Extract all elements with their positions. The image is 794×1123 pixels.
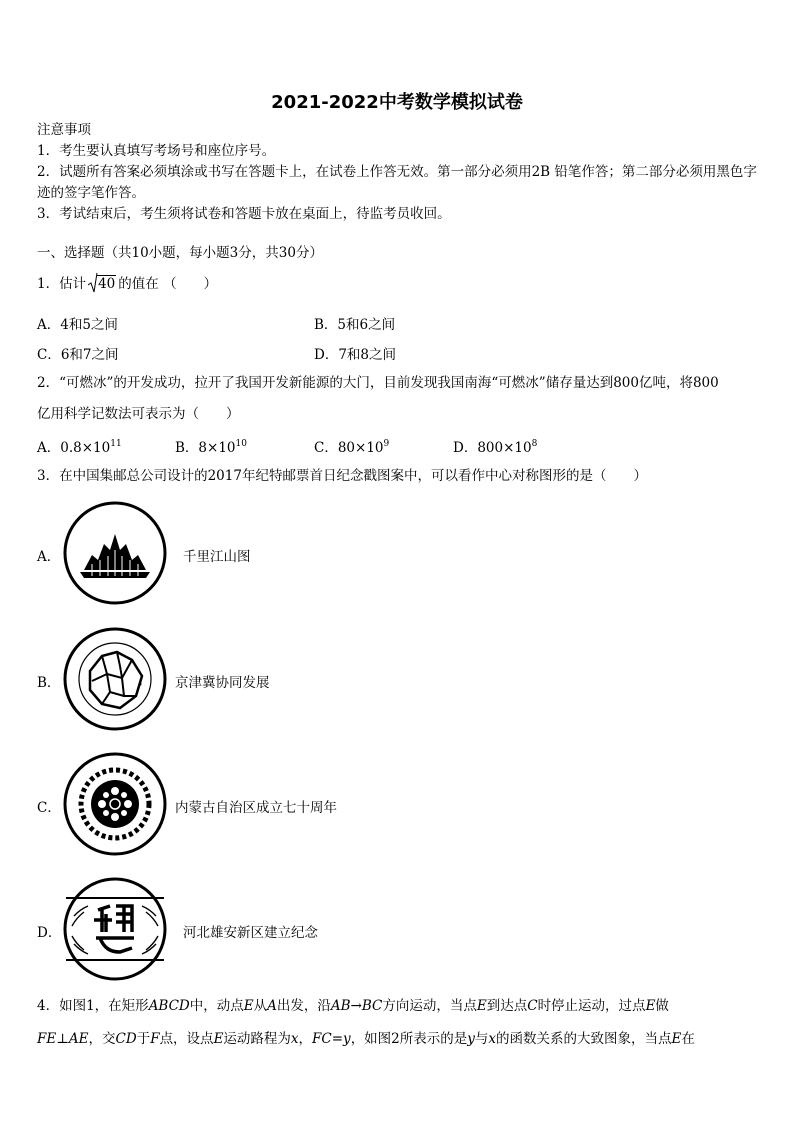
q4-math: CD <box>115 1031 137 1047</box>
q4-text: ，如图2所表示的是 <box>350 1031 468 1047</box>
notice-heading: 注意事项 <box>37 122 91 138</box>
q4-text: 于 <box>136 1031 151 1047</box>
q1-option-b[interactable]: B．5和6之间 <box>314 317 396 333</box>
q4-math: x <box>488 1031 497 1047</box>
q2-option-b[interactable] <box>175 436 247 456</box>
q4-math: A <box>267 998 277 1014</box>
q2-option-a-base: A．0.8×10 <box>37 440 111 456</box>
radical-sign-icon <box>88 272 98 294</box>
flower-stamp-icon[interactable] <box>62 751 168 857</box>
page-title: 2021-2022中考数学模拟试卷 <box>271 92 523 113</box>
q1-suffix: 的值在 （ ） <box>118 276 218 292</box>
q1-radicand: 40 <box>98 276 116 292</box>
q1-option-a[interactable]: A．4和5之间 <box>37 317 118 333</box>
question-4-line2 <box>37 1029 695 1050</box>
mountain-stamp-icon[interactable] <box>62 500 168 606</box>
q4-text: ， <box>298 1031 313 1047</box>
q3-option-c-label: 内蒙古自治区成立七十周年 <box>175 800 337 816</box>
q2-option-c-base: C．80×10 <box>314 440 384 456</box>
map-stamp-icon[interactable] <box>62 626 168 732</box>
q2-option-c-exp: 9 <box>383 439 390 449</box>
q4-math: E <box>645 998 656 1014</box>
q2-option-a-exp: 11 <box>110 439 122 449</box>
q4-text: 在 <box>681 1031 695 1047</box>
q4-math: E <box>671 1031 682 1047</box>
q4-text: 时停止运动，过点 <box>537 998 646 1014</box>
q4-math: F <box>150 1031 160 1047</box>
q4-math: FC=y <box>312 1031 351 1047</box>
q4-text: 出发，沿 <box>276 998 331 1014</box>
section-heading: 一、选择题（共10小题，每小题3分，共30分） <box>37 245 323 261</box>
q4-text: 到达点 <box>486 998 528 1014</box>
xiong-stamp-icon[interactable] <box>62 876 168 982</box>
sqrt-expression <box>88 274 116 295</box>
notice-item: 1．考生要认真填写考场号和座位序号。 <box>37 143 276 159</box>
notice-item: 3．考试结束后，考生须将试卷和答题卡放在桌面上，待监考员收回。 <box>37 206 451 222</box>
q4-math: C <box>527 998 538 1014</box>
q4-math: x <box>290 1031 299 1047</box>
q3-option-d-label: 河北雄安新区建立纪念 <box>183 925 318 941</box>
question-3-stem: 3．在中国集邮总公司设计的2017年纪特邮票首日纪念戳图案中，可以看作中心对称图形的是（ ） <box>37 468 647 484</box>
q4-text: 4．如图1，在矩形 <box>37 998 149 1014</box>
question-4-line1 <box>37 996 669 1017</box>
q4-math: ABCD <box>148 998 190 1014</box>
question-2-line1: 2．“可燃冰”的开发成功，拉开了我国开发新能源的大门，目前发现我国南海“可燃冰”储存量达到800亿吨，将800 <box>37 375 719 391</box>
q4-math: y <box>467 1031 475 1047</box>
q2-option-d-base: D．800×10 <box>453 440 532 456</box>
q1-prefix: 1．估计 <box>37 276 87 292</box>
notice-block <box>37 120 757 225</box>
q2-option-d[interactable] <box>453 436 537 456</box>
q4-text: 中，动点 <box>189 998 244 1014</box>
q3-option-b-letter[interactable]: B． <box>37 675 61 691</box>
q2-option-c[interactable] <box>314 436 389 456</box>
q2-option-b-base: B．8×10 <box>175 440 236 456</box>
q3-option-a-letter[interactable]: A． <box>37 549 61 565</box>
q4-math: E <box>476 998 487 1014</box>
q4-text: 做 <box>655 998 669 1014</box>
q4-math: FE⊥AE <box>37 1031 89 1047</box>
question-2-line2: 亿用科学记数法可表示为（ ） <box>37 406 240 422</box>
q4-math: AB→BC <box>330 998 383 1014</box>
q4-text: 从 <box>253 998 268 1014</box>
q4-text: 运动路程为 <box>223 1031 291 1047</box>
q3-option-b-label: 京津冀协同发展 <box>175 675 270 691</box>
q3-option-c-letter[interactable]: C． <box>37 800 61 816</box>
q1-option-c[interactable]: C．6和7之间 <box>37 347 119 363</box>
q4-text: 点，设点 <box>159 1031 214 1047</box>
q4-text: 方向运动，当点 <box>382 998 477 1014</box>
q4-text: 与 <box>474 1031 489 1047</box>
q3-option-d-letter[interactable]: D． <box>37 925 62 941</box>
q2-option-b-exp: 10 <box>235 439 247 449</box>
q3-option-a-label: 千里江山图 <box>183 549 251 565</box>
notice-item: 2．试题所有答案必须填涂或书写在答题卡上，在试卷上作答无效。第一部分必须用2B 铅笔作答；第二部分必须用黑色字迹的签字笔作答。 <box>37 164 757 201</box>
q4-text: 的函数关系的大致图象，当点 <box>496 1031 672 1047</box>
q4-math: E <box>243 998 254 1014</box>
q1-option-d[interactable]: D．7和8之间 <box>314 347 397 363</box>
q2-option-a[interactable] <box>37 436 122 456</box>
q4-text: ，交 <box>88 1031 116 1047</box>
q4-math: E <box>213 1031 224 1047</box>
question-1-stem <box>37 274 217 295</box>
q2-option-d-exp: 8 <box>531 439 538 449</box>
